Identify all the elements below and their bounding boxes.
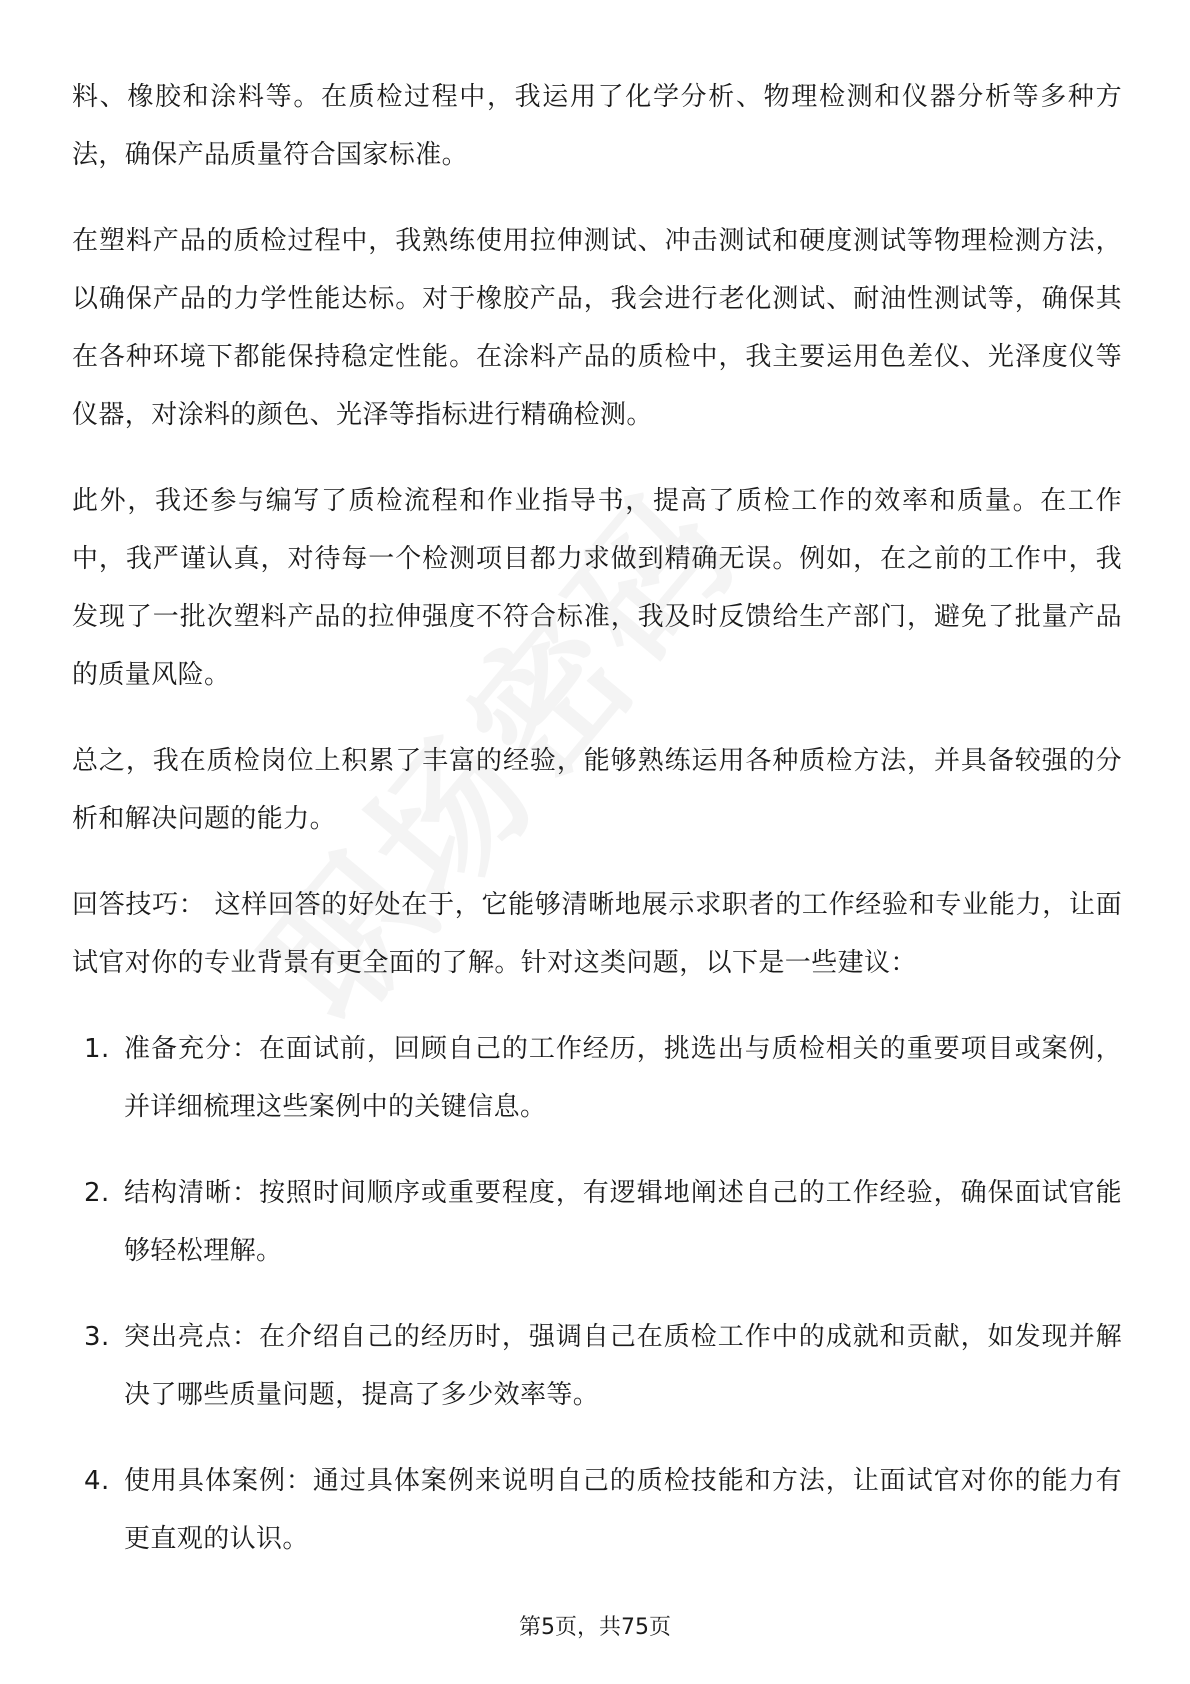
- page-number: 第5页，共75页: [519, 1615, 671, 1640]
- list-item-text: 结构清晰：按照时间顺序或重要程度，有逻辑地阐述自己的工作经验，确保面试官能够轻松理解。: [124, 1178, 1122, 1266]
- paragraph-testing-details: 在塑料产品的质检过程中，我熟练使用拉伸测试、冲击测试和硬度测试等物理检测方法，以确保产品的力学性能达标。对于橡胶产品，我会进行老化测试、耐油性测试等，确保其在各种环境下都能保持稳定性能。在涂料产品的质检中，我主要运用色差仪、光泽度仪等仪器，对涂料的颜色、光泽等指标进行精确检测。: [72, 226, 1122, 430]
- paragraph-answer-tips-intro: 回答技巧： 这样回答的好处在于，它能够清晰地展示求职者的工作经验和专业能力，让面试官对你的专业背景有更全面的了解。针对这类问题，以下是一些建议：: [72, 890, 1122, 978]
- list-item: [72, 1020, 1122, 1136]
- paragraph-additional-work: 此外，我还参与编写了质检流程和作业指导书，提高了质检工作的效率和质量。在工作中，我严谨认真，对待每一个检测项目都力求做到精确无误。例如，在之前的工作中，我发现了一批次塑料产品的拉伸强度不符合标准，我及时反馈给生产部门，避免了批量产品的质量风险。: [72, 486, 1122, 690]
- document-body: [72, 68, 1122, 1596]
- list-item: [72, 1452, 1122, 1568]
- paragraph-methods-summary: 料、橡胶和涂料等。在质检过程中，我运用了化学分析、物理检测和仪器分析等多种方法，确保产品质量符合国家标准。: [72, 82, 1122, 170]
- list-item-number: 3.: [84, 1322, 110, 1352]
- tips-list: [72, 1020, 1122, 1568]
- list-item-number: 4.: [84, 1466, 110, 1496]
- list-item-number: 1.: [84, 1034, 110, 1064]
- list-item-text: 准备充分：在面试前，回顾自己的工作经历，挑选出与质检相关的重要项目或案例，并详细梳理这些案例中的关键信息。: [124, 1034, 1122, 1122]
- paragraph-conclusion: 总之，我在质检岗位上积累了丰富的经验，能够熟练运用各种质检方法，并具备较强的分析和解决问题的能力。: [72, 746, 1122, 834]
- list-item-text: 使用具体案例：通过具体案例来说明自己的质检技能和方法，让面试官对你的能力有更直观的认识。: [124, 1466, 1122, 1554]
- list-item: [72, 1164, 1122, 1280]
- list-item-text: 突出亮点：在介绍自己的经历时，强调自己在质检工作中的成就和贡献，如发现并解决了哪些质量问题，提高了多少效率等。: [124, 1322, 1122, 1410]
- list-item: [72, 1308, 1122, 1424]
- list-item-number: 2.: [84, 1178, 110, 1208]
